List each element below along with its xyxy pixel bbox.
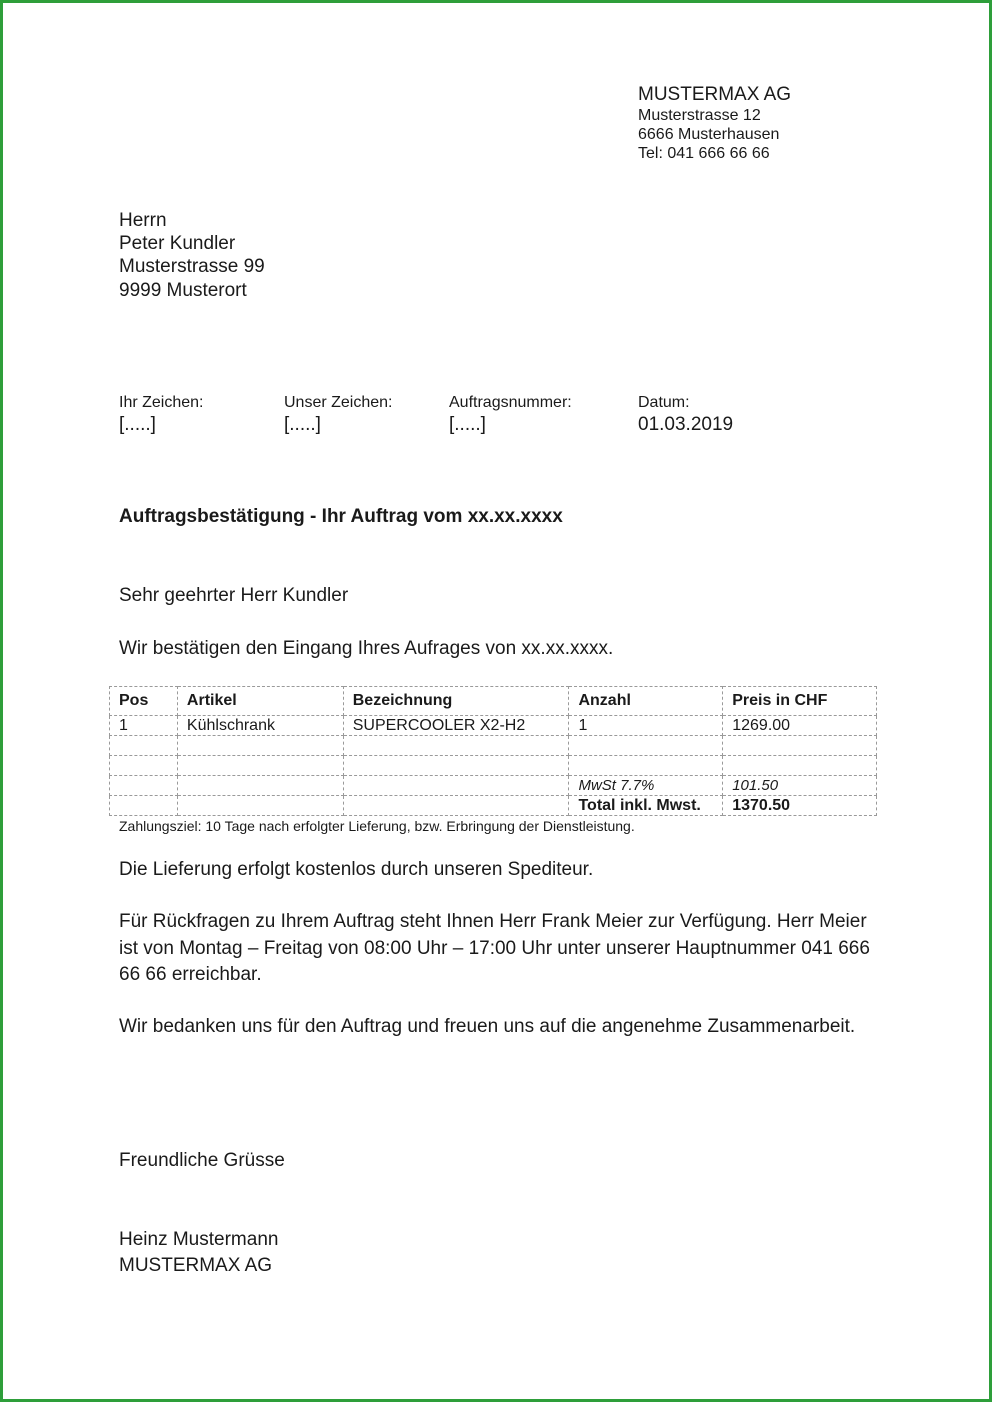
table-total-row [110, 796, 877, 816]
header-pos: Pos [110, 687, 178, 716]
sender-street: Musterstrasse 12 [638, 107, 761, 124]
table-row [110, 756, 877, 776]
recipient-city: 9999 Musterort [119, 280, 247, 301]
cell-anzahl [569, 736, 723, 756]
signature-name: Heinz Mustermann [119, 1229, 279, 1250]
contact-paragraph: Für Rückfragen zu Ihrem Auftrag steht Ihnen Herr Frank Meier zur Verfügung. Herr Meier ist von Montag – Freitag von 08:00 Uhr – 17:00 Uhr unter unserer Hauptnummer 041 666 66 66 erreichbar. [119, 911, 870, 985]
table-row [110, 716, 877, 736]
vat-value: 101.50 [723, 776, 877, 796]
cell-pos: 1 [110, 716, 178, 736]
ref-label-auftragsnummer: Auftragsnummer: [449, 394, 572, 411]
ref-label-unser-zeichen: Unser Zeichen: [284, 394, 393, 411]
sender-company: MUSTERMAX AG [638, 84, 792, 105]
ref-label-ihr-zeichen: Ihr Zeichen: [119, 394, 204, 411]
cell-preis [723, 756, 877, 776]
recipient-name: Peter Kundler [119, 233, 236, 254]
table-row [110, 736, 877, 756]
cell-artikel [177, 736, 343, 756]
header-bezeichnung: Bezeichnung [343, 687, 569, 716]
payment-terms: Zahlungsziel: 10 Tage nach erfolgter Lieferung, bzw. Erbringung der Dienstleistung. [119, 818, 635, 834]
sender-city: 6666 Musterhausen [638, 126, 780, 143]
cell-anzahl: 1 [569, 716, 723, 736]
thanks-paragraph: Wir bedanken uns für den Auftrag und freuen uns auf die angenehme Zusammenarbeit. [119, 1016, 856, 1037]
recipient-salutation: Herrn [119, 210, 167, 231]
table-vat-row [110, 776, 877, 796]
header-artikel: Artikel [177, 687, 343, 716]
vat-label: MwSt 7.7% [569, 776, 723, 796]
cell-bezeichnung: SUPERCOOLER X2-H2 [343, 716, 569, 736]
cell-anzahl [569, 756, 723, 776]
ref-label-datum: Datum: [638, 394, 690, 411]
order-table [109, 686, 877, 816]
cell-preis: 1269.00 [723, 716, 877, 736]
cell-artikel [177, 756, 343, 776]
header-anzahl: Anzahl [569, 687, 723, 716]
cell-preis [723, 736, 877, 756]
cell-artikel: Kühlschrank [177, 716, 343, 736]
signature-company: MUSTERMAX AG [119, 1255, 273, 1276]
total-value: 1370.50 [723, 796, 877, 816]
table-header-row [110, 687, 877, 716]
letter-subject: Auftragsbestätigung - Ihr Auftrag vom xx.xx.xxxx [119, 506, 563, 527]
cell-pos [110, 736, 178, 756]
recipient-street: Musterstrasse 99 [119, 256, 265, 277]
total-label: Total inkl. Mwst. [569, 796, 723, 816]
cell-bezeichnung [343, 756, 569, 776]
ref-value-auftragsnummer: [.....] [449, 414, 486, 435]
cell-pos [110, 756, 178, 776]
delivery-paragraph: Die Lieferung erfolgt kostenlos durch unseren Spediteur. [119, 859, 594, 880]
ref-value-datum: 01.03.2019 [638, 414, 734, 435]
ref-value-unser-zeichen: [.....] [284, 414, 321, 435]
closing-line: Freundliche Grüsse [119, 1150, 285, 1171]
letter-greeting: Sehr geehrter Herr Kundler [119, 585, 349, 606]
sender-phone: Tel: 041 666 66 66 [638, 145, 770, 162]
header-preis: Preis in CHF [723, 687, 877, 716]
ref-value-ihr-zeichen: [.....] [119, 414, 156, 435]
letter-intro: Wir bestätigen den Eingang Ihres Aufrages von xx.xx.xxxx. [119, 638, 614, 659]
cell-bezeichnung [343, 736, 569, 756]
